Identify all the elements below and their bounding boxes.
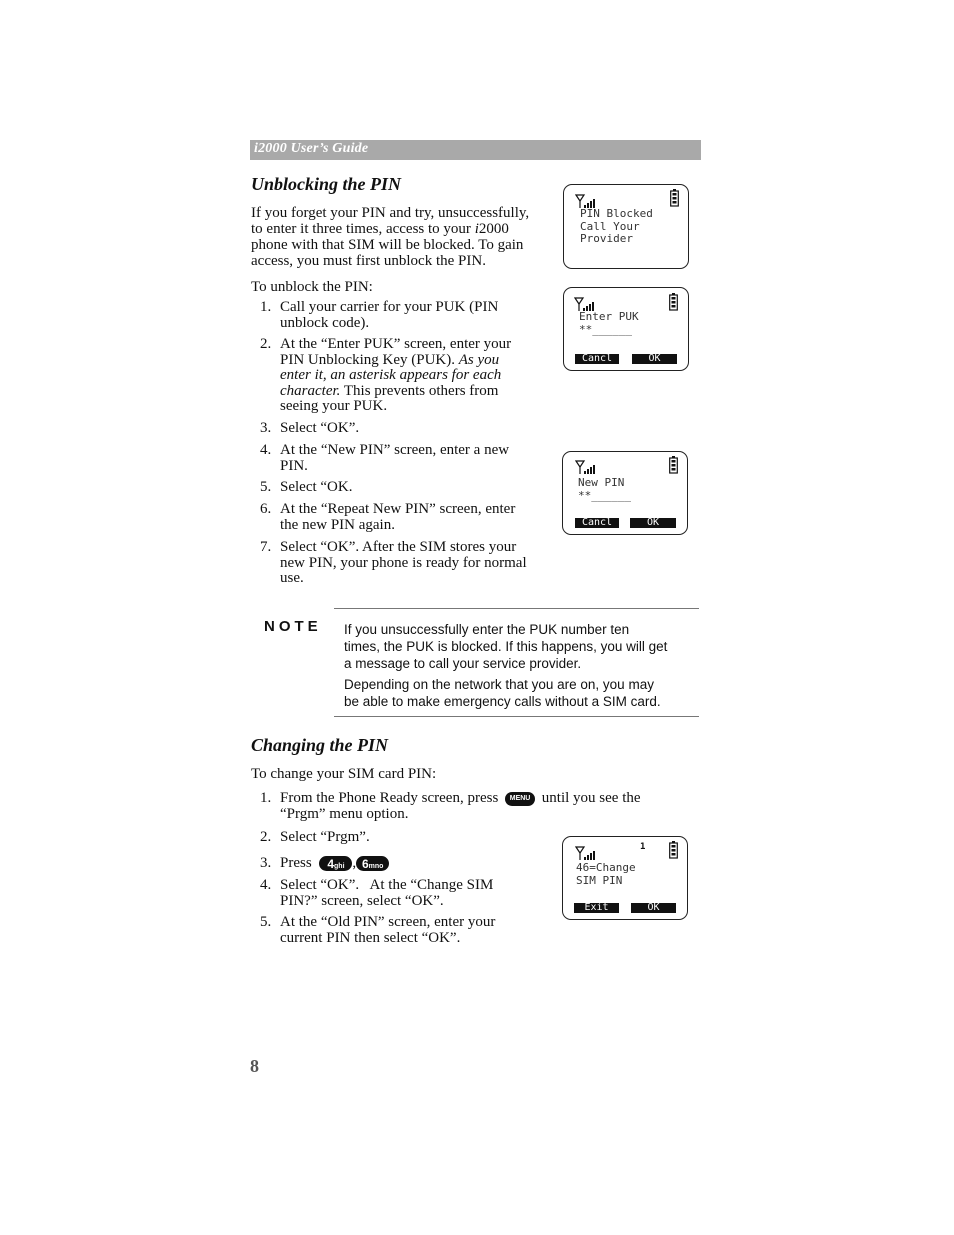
page-number: 8 bbox=[250, 1056, 259, 1076]
running-header: i2000 User’s Guide bbox=[254, 141, 369, 156]
signal-icon bbox=[575, 846, 597, 861]
phone-screen-pin-blocked bbox=[563, 184, 689, 269]
intro-line: to enter it three times, access to your i2000 bbox=[251, 221, 509, 237]
note-label: NOTE bbox=[264, 618, 322, 635]
battery-icon bbox=[670, 189, 679, 207]
intro-paragraph bbox=[251, 205, 551, 269]
softkey-ok: OK bbox=[631, 903, 676, 913]
list-item: 4. At the “New PIN” screen, enter a new PIN. bbox=[260, 442, 510, 474]
intro-line: phone with that SIM will be blocked. To gain bbox=[251, 237, 524, 253]
softkey-exit: Exit bbox=[574, 903, 619, 913]
battery-icon bbox=[669, 841, 678, 859]
list-item: 7. Select “OK”. After the SIM stores your new PIN, your phone is ready for normal use. bbox=[260, 539, 527, 586]
list-item: 5. At the “Old PIN” screen, enter your current PIN then select “OK”. bbox=[260, 914, 496, 946]
battery-icon bbox=[669, 456, 678, 474]
list-item: 3. Press 4ghi , 6mno bbox=[260, 856, 550, 874]
list-item: 4. Select “OK”. At the “Change SIM PIN?” screen, select “OK”. bbox=[260, 877, 494, 909]
note-rule-bottom bbox=[334, 716, 699, 717]
note-paragraph-1: If you unsuccessfully enter the PUK number ten times, the PUK is blocked. If this happens, you will get a message to call your service provider. bbox=[344, 622, 668, 671]
key-4-icon: 4ghi bbox=[319, 856, 352, 871]
key-6-icon: 6mno bbox=[356, 856, 389, 871]
change-lead: To change your SIM card PIN: bbox=[251, 766, 437, 782]
menu-indicator: 1 bbox=[640, 842, 646, 852]
list-item: 6. At the “Repeat New PIN” screen, enter the new PIN again. bbox=[260, 501, 516, 533]
lcd-text: 46=Change SIM PIN bbox=[576, 861, 636, 887]
softkey-ok: OK bbox=[630, 518, 676, 528]
softkey-cancel: Cancl bbox=[575, 354, 619, 364]
list-item: 2. At the “Enter PUK” screen, enter your PIN Unblocking Key (PUK). As you enter it, an asterisk appears for each character. This prevents others from seeing your PUK. bbox=[260, 336, 512, 414]
lcd-text: Enter PUK **______ bbox=[579, 310, 639, 336]
menu-key-icon: MENU bbox=[505, 792, 535, 806]
phone-screen-change-sim-pin bbox=[562, 836, 688, 920]
lcd-text: New PIN **______ bbox=[578, 476, 631, 502]
softkey-ok: OK bbox=[632, 354, 677, 364]
note-paragraph-2: Depending on the network that you are on, you may be able to make emergency calls without a SIM card. bbox=[344, 677, 661, 709]
phone-screen-enter-puk bbox=[563, 287, 689, 371]
intro-line: access, you must first unblock the PIN. bbox=[251, 253, 486, 269]
section-heading-unblocking: Unblocking the PIN bbox=[251, 174, 402, 194]
signal-icon bbox=[575, 460, 597, 475]
softkey-cancel: Cancl bbox=[575, 518, 619, 528]
note-rule-top bbox=[334, 608, 699, 609]
section-heading-changing: Changing the PIN bbox=[251, 735, 389, 755]
lcd-text: PIN Blocked Call Your Provider bbox=[580, 207, 653, 245]
list-item: 1. From the Phone Ready screen, press MENU until you see the “Prgm” menu option. bbox=[260, 790, 641, 822]
list-item: 3. Select “OK”. bbox=[260, 420, 360, 436]
unblock-lead: To unblock the PIN: bbox=[251, 279, 373, 295]
battery-icon bbox=[669, 293, 678, 311]
list-item: 1. Call your carrier for your PUK (PIN unblock code). bbox=[260, 299, 499, 331]
list-item: 2. Select “Prgm”. bbox=[260, 829, 370, 845]
list-item: 5. Select “OK. bbox=[260, 479, 353, 495]
phone-screen-new-pin bbox=[562, 451, 688, 535]
intro-line: If you forget your PIN and try, unsuccessfully, bbox=[251, 205, 530, 221]
